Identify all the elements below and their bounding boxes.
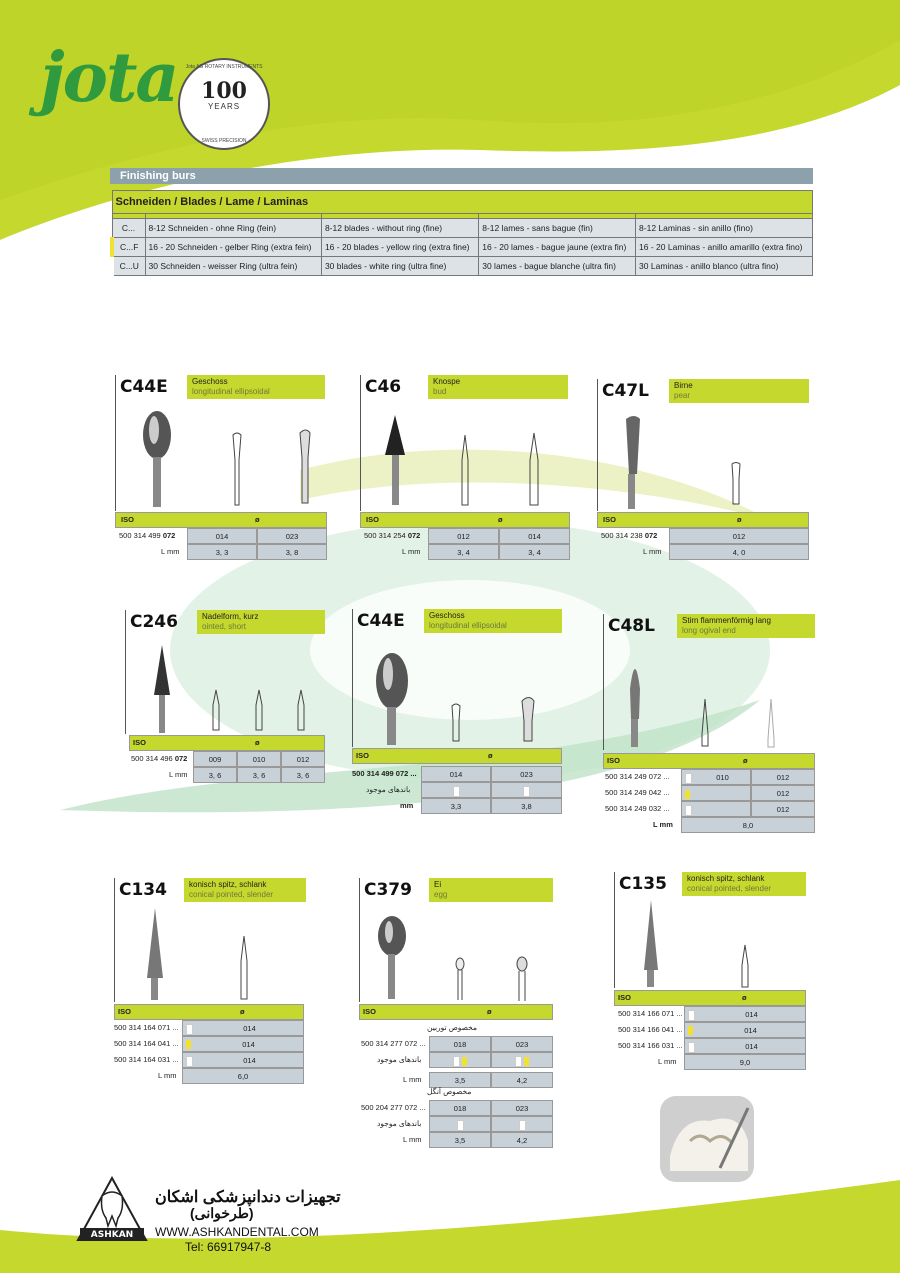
product-code: C134 [114,878,187,902]
bur-illustration [367,641,557,746]
product-c47l: C47L Birne pear ISO ø 500 314 238 072 012 L mm 4, 0 [597,379,809,564]
product-c135: C135 konisch spitz, schlank conical pointed, slender ISO ø 500 314 166 071 ... 014 500 314 166 041 ... 014 500 314 166 031 ... 014 L mm 9,0 [614,872,806,1072]
product-c246: C246 Nadelform, kurz ointed, short ISO ø 500 314 496 072 009 010 012 L mm 3, 6 3, 6 3, 6 [125,610,325,785]
website-link[interactable]: WWW.ASHKANDENTAL.COM [155,1225,319,1239]
product-code: C379 [359,878,432,902]
bur-illustration [129,906,304,1001]
product-code: C246 [125,610,200,634]
bur-illustration [130,405,320,510]
product-name: konisch spitz, schlank conical pointed, slender [682,872,806,896]
product-name: Birne pear [669,379,809,403]
bur-illustration [374,906,549,1001]
phone-number: Tel: 66917947-8 [185,1240,272,1254]
product-code: C46 [360,375,431,399]
product-name: Geschoss longitudinal ellipsoidal [187,375,325,399]
seal-bottom-text: SWISS PRECISION [201,138,247,144]
product-name: Nadelform, kurz ointed, short [197,610,325,634]
blades-header: Schneiden / Blades / Lame / Laminas [112,191,813,214]
anniversary-seal [178,58,270,150]
seal-word: YEARS [207,102,241,111]
product-code: C44E [352,609,427,633]
product-code: C44E [115,375,190,399]
product-c48l: C48L Stirn flammenförmig lang long ogival end ISO ø 500 314 249 072 ... 010 012 500 314 249 042 ... 012 500 314 249 032 ... 012 L mm 8,0 [603,614,815,839]
blades-table [110,190,813,276]
seal-top-text: Jota AG ROTARY INSTRUMENTS [185,64,263,70]
bur-illustration [612,409,802,511]
product-code: C135 [614,872,685,896]
product-c44e-b: C44E Geschoss longitudinal ellipsoidal ISO ø 500 314 499 072 ... 014 023 باندهای موجود mm 3,3 3,8 [352,609,562,819]
product-c46: C46 Knospe bud ISO ø 500 314 254 072 012 014 L mm 3, 4 3, 4 [360,375,570,560]
product-name: Knospe bud [428,375,568,399]
bur-illustration [629,900,804,988]
ashkan-logo [76,1176,148,1242]
product-code: C47L [597,379,672,403]
product-name: Ei egg [429,878,553,902]
svg-text:ASHKAN: ASHKAN [90,1230,134,1240]
section-title: Finishing burs [110,168,813,184]
table-row: C...F 16 - 20 Schneiden - gelber Ring (extra fein) 16 - 20 blades - yellow ring (extra fine) 16 - 20 lames - bague jaune (extra fin) 16 - 20 Laminas - anillo amarillo (extra fino) [112,238,813,257]
product-c379: C379 Ei egg ISO ø مخصوص توربین 500 314 277 072 ... 018 023 باندهای موجود L mm 3,5 4,2 مخصوص آنگل 500 204 277 072 ... 018 023 باندهای موجود L mm 3,5 4,2 [359,878,553,1148]
product-c134: C134 konisch spitz, schlank conical pointed, slender ISO ø 500 314 164 071 ... 014 500 314 164 041 ... 014 500 314 164 031 ... 014 L mm 6,0 [114,878,306,1083]
product-code: C48L [603,614,680,638]
table-row: C... 8-12 Schneiden - ohne Ring (fein) 8-12 blades - without ring (fine) 8-12 lames - sans bague (fin) 8-12 Laminas - sin anillo (fino) [112,219,813,238]
company-name: تجهیزات دندانپزشکی اشکان [155,1189,341,1206]
jota-logo: jota [40,38,178,118]
bur-illustration [375,405,565,510]
product-name: konisch spitz, schlank conical pointed, slender [184,878,306,902]
bur-illustration [140,640,325,735]
tooth-photo [660,1096,754,1182]
company-subtitle: (طرخوانی) [190,1205,254,1221]
product-c44e-a: C44E Geschoss longitudinal ellipsoidal ISO ø 500 314 499 072 014 023 L mm 3, 3 3, 8 [115,375,327,560]
product-name: Geschoss longitudinal ellipsoidal [424,609,562,633]
product-name: Stirn flammenförmig lang long ogival end [677,614,815,638]
bur-illustration [618,644,808,749]
table-row: C...U 30 Schneiden - weisser Ring (ultra fein) 30 blades - white ring (ultra fine) 30 lames - bague blanche (ultra fin) 30 Laminas - anillo blanco (ultra fino) [112,257,813,276]
seal-number: 100 [201,78,247,104]
